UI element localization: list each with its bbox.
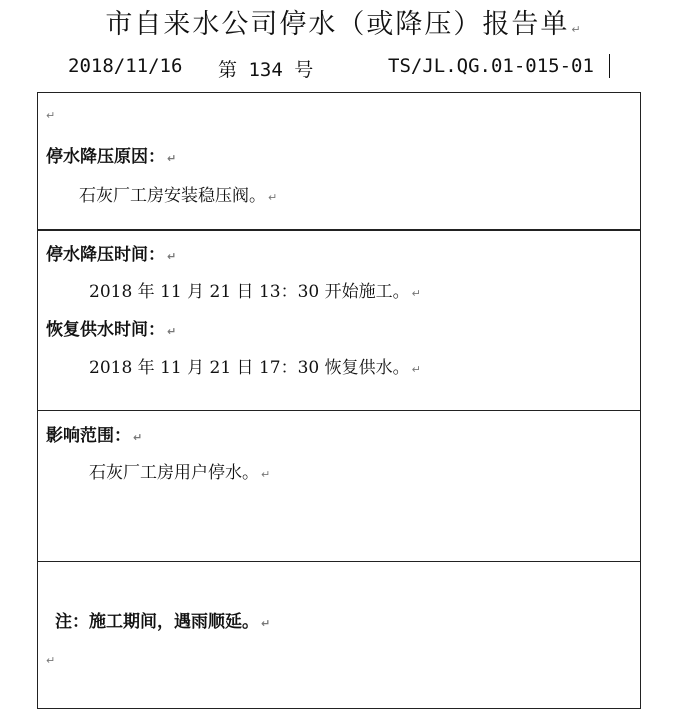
restore-time-text: 2018 年 11 月 21 日 17：30 恢复供水。 xyxy=(89,358,410,378)
stop-time-label-line xyxy=(46,240,176,265)
stop-time-text-line xyxy=(89,277,421,302)
note-line xyxy=(55,607,270,632)
restore-time-label: 恢复供水时间： xyxy=(46,320,165,340)
paragraph-mark-icon: ↵ xyxy=(571,23,583,36)
paragraph-mark-icon: ↵ xyxy=(411,287,421,300)
paragraph-mark-icon: ↵ xyxy=(411,363,421,376)
scope-text: 石灰厂工房用户停水。 xyxy=(89,463,259,483)
reason-text: 石灰厂工房安装稳压阀。 xyxy=(79,186,266,206)
note-text: 注：施工期间，遇雨顺延。 xyxy=(55,612,259,632)
paragraph-mark-icon: ↵ xyxy=(167,250,177,263)
stop-time-text: 2018 年 11 月 21 日 13：30 开始施工。 xyxy=(89,282,410,302)
report-title-text: 市自来水公司停水（或降压）报告单 xyxy=(105,9,570,40)
paragraph-mark-icon: ↵ xyxy=(268,191,278,204)
reason-text-line xyxy=(79,181,277,206)
time-section xyxy=(38,231,640,411)
reason-label: 停水降压原因： xyxy=(46,147,165,167)
paragraph-mark-icon: ↵ xyxy=(167,325,177,338)
stop-time-label: 停水降压时间： xyxy=(46,245,165,265)
scope-label-line xyxy=(46,421,142,446)
paragraph-mark-icon: ↵ xyxy=(46,654,56,667)
document-code xyxy=(388,55,594,77)
scope-section xyxy=(38,411,640,562)
paragraph-mark-icon: ↵ xyxy=(133,431,143,444)
reason-label-line xyxy=(46,142,176,167)
text-cursor xyxy=(609,54,610,78)
paragraph-mark-icon: ↵ xyxy=(167,152,177,165)
restore-time-label-line xyxy=(46,315,176,340)
paragraph-mark-icon: ↵ xyxy=(261,617,271,630)
report-date: 2018/11/16 xyxy=(68,55,183,77)
scope-text-line xyxy=(89,458,270,483)
document-code-text: TS/JL.QG.01-015-01 xyxy=(388,55,594,77)
report-table xyxy=(37,92,641,709)
paragraph-mark-icon: ↵ xyxy=(46,109,56,122)
paragraph-mark-icon: ↵ xyxy=(261,468,271,481)
note-section xyxy=(38,562,640,708)
scope-label: 影响范围： xyxy=(46,426,131,446)
restore-time-text-line xyxy=(89,353,421,378)
reason-section xyxy=(38,93,640,231)
report-number: 第 134 号 xyxy=(218,59,314,81)
report-title xyxy=(0,2,688,41)
